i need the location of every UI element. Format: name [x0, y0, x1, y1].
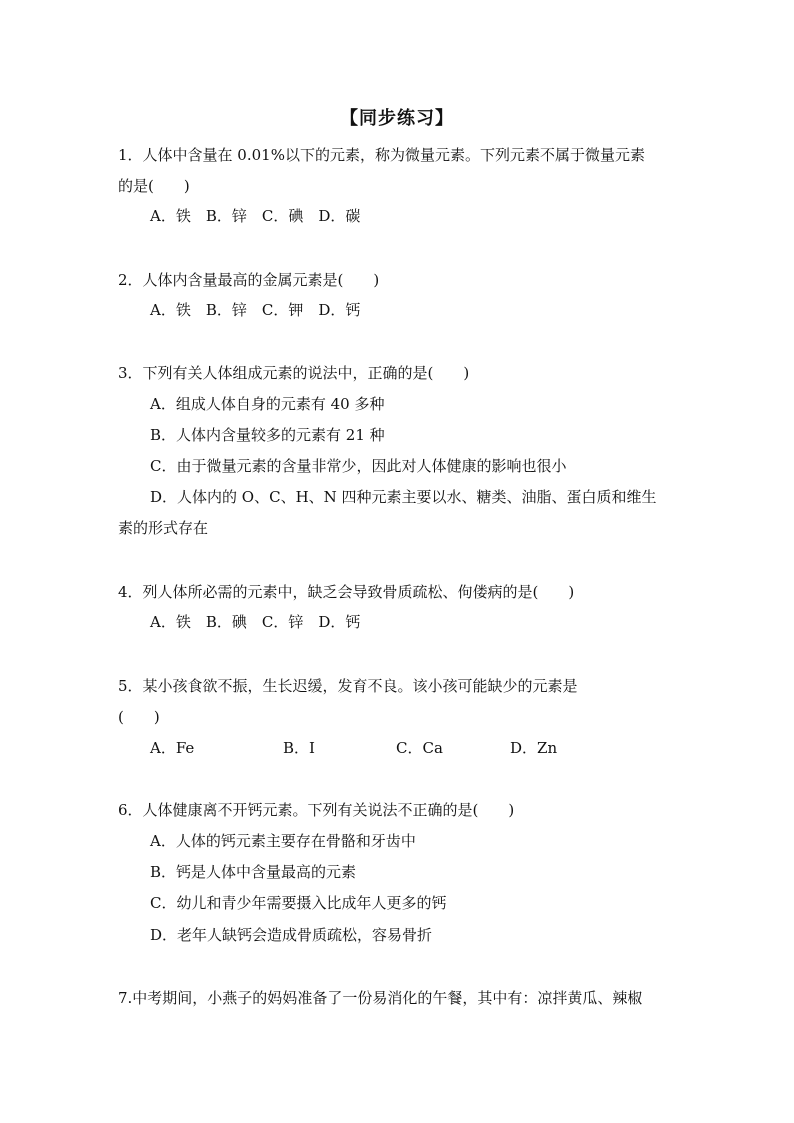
question-6-option-b: B．钙是人体中含量最高的元素 — [150, 863, 357, 881]
question-1-text-cont: 的是( ) — [118, 177, 190, 195]
question-5-text-cont: ( ) — [118, 708, 160, 726]
question-3-option-c: C．由于微量元素的含量非常少，因此对人体健康的影响也很小 — [150, 457, 567, 475]
question-6-option-a: A．人体的钙元素主要存在骨骼和牙齿中 — [150, 832, 416, 850]
question-5-option-a: A．Fe — [150, 739, 195, 757]
question-5-option-c: C．Ca — [396, 739, 443, 757]
question-6-option-c: C．幼儿和青少年需要摄入比成年人更多的钙 — [150, 894, 447, 912]
question-6-option-d: D．老年人缺钙会造成骨质疏松，容易骨折 — [150, 926, 433, 944]
question-7-text: 7.中考期间，小燕子的妈妈准备了一份易消化的午餐，其中有：凉拌黄瓜、辣椒 — [118, 989, 643, 1007]
question-3-option-a: A．组成人体自身的元素有 40 多种 — [150, 395, 385, 413]
question-3-option-d: D．人体内的 O、C、H、N 四种元素主要以水、糖类、油脂、蛋白质和维生 — [150, 488, 657, 506]
question-3-text: 3．下列有关人体组成元素的说法中，正确的是( ) — [118, 364, 470, 382]
question-3-option-b: B．人体内含量较多的元素有 21 种 — [150, 426, 385, 444]
page-title: 【同步练习】 — [340, 108, 454, 129]
question-4-text: 4．列人体所必需的元素中，缺乏会导致骨质疏松、佝偻病的是( ) — [118, 583, 575, 601]
question-2-text: 2．人体内含量最高的金属元素是( ) — [118, 271, 380, 289]
question-2-options: A．铁 B．锌 C．钾 D．钙 — [150, 301, 361, 319]
question-6-text: 6．人体健康离不开钙元素。下列有关说法不正确的是( ) — [118, 801, 515, 819]
question-1-options: A．铁 B．锌 C．碘 D．碳 — [150, 207, 361, 225]
question-5-options — [150, 738, 670, 758]
question-1-text: 1．人体中含量在 0.01%以下的元素，称为微量元素。下列元素不属于微量元素 — [118, 146, 645, 164]
question-5-option-d: D．Zn — [510, 739, 558, 757]
question-5-text: 5．某小孩食欲不振，生长迟缓，发育不良。该小孩可能缺少的元素是 — [118, 677, 578, 695]
question-4-options: A．铁 B．碘 C．锌 D．钙 — [150, 613, 361, 631]
question-5-option-b: B．I — [283, 739, 315, 757]
question-3-option-d-cont: 素的形式存在 — [118, 519, 209, 537]
